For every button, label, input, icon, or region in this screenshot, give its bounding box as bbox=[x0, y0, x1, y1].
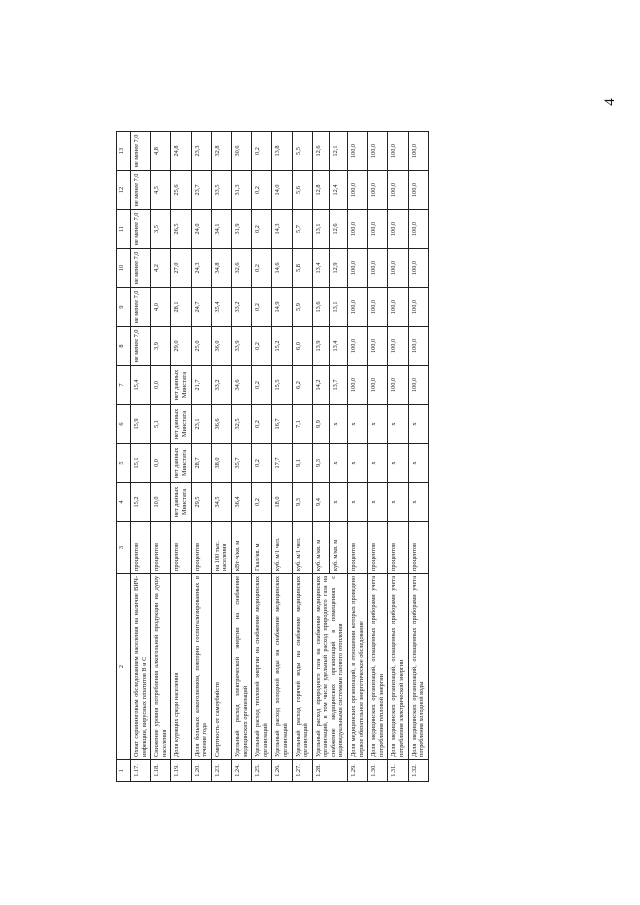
value-cell: 27,0 bbox=[171, 249, 191, 288]
value-cell: 24,8 bbox=[171, 132, 191, 171]
column-header: 5 bbox=[117, 444, 131, 483]
value-cell: 100,0 bbox=[368, 366, 388, 405]
table-row bbox=[272, 132, 292, 782]
value-cell: 26,5 bbox=[171, 210, 191, 249]
column-header: 3 bbox=[117, 522, 131, 574]
value-cell: 100,0 bbox=[408, 249, 428, 288]
value-cell: 100,0 bbox=[368, 249, 388, 288]
table-row bbox=[348, 132, 368, 782]
value-cell: 13,4 bbox=[312, 249, 330, 288]
value-cell: 100,0 bbox=[368, 132, 388, 171]
value-cell: нет данных Минстата bbox=[171, 483, 191, 522]
row-unit-cell: Гкал/кв. м bbox=[252, 522, 272, 574]
value-cell: 100,0 bbox=[408, 327, 428, 366]
row-number-cell: 1.19. bbox=[171, 760, 191, 782]
value-cell: 0,0 bbox=[151, 366, 171, 405]
value-cell: 12,6 bbox=[330, 210, 348, 249]
row-number-cell: 1.25. bbox=[252, 760, 272, 782]
row-description-cell: Удельный расход холодной воды на снабжение медицинских организаций bbox=[272, 574, 292, 760]
value-cell: 3,9 bbox=[151, 327, 171, 366]
value-cell: 100,0 bbox=[408, 171, 428, 210]
value-cell: 13,8 bbox=[272, 132, 292, 171]
value-cell: 29,0 bbox=[171, 327, 191, 366]
value-cell: 13,1 bbox=[330, 288, 348, 327]
row-description-cell: Доля медицинских организаций, оснащенных приборами учета потребления тепловой энергии bbox=[368, 574, 388, 760]
row-description-cell: Удельный расход природного газа на снабжение медицинских организаций, в том числе удельный расход природного газа на снабжение медицинских организаций в помещениях с индивидуальными системами газового отопления bbox=[312, 574, 347, 760]
table-row bbox=[231, 132, 251, 782]
value-cell: 0,2 bbox=[252, 483, 272, 522]
row-unit-cell: куб. м/кв. м bbox=[312, 522, 330, 574]
value-cell: x bbox=[388, 444, 408, 483]
value-cell: 100,0 bbox=[368, 288, 388, 327]
table-row bbox=[191, 132, 211, 782]
value-cell: не менее 7,0 bbox=[131, 327, 151, 366]
value-cell: 0,2 bbox=[252, 210, 272, 249]
row-number-cell: 1.28. bbox=[312, 760, 347, 782]
value-cell: 24,3 bbox=[191, 249, 211, 288]
value-cell: 28,1 bbox=[171, 288, 191, 327]
value-cell: 3,5 bbox=[151, 210, 171, 249]
value-cell: 100,0 bbox=[388, 249, 408, 288]
row-unit-cell: куб. м/кв. м bbox=[330, 522, 348, 574]
value-cell: не менее 7,0 bbox=[131, 210, 151, 249]
table-row bbox=[388, 132, 408, 782]
value-cell: 5,7 bbox=[292, 210, 312, 249]
value-cell: 5,6 bbox=[292, 171, 312, 210]
row-unit-cell: кВт·ч/кв. м bbox=[231, 522, 251, 574]
value-cell: x bbox=[368, 483, 388, 522]
value-cell: 35,7 bbox=[231, 444, 251, 483]
value-cell: 9,3 bbox=[292, 483, 312, 522]
value-cell: 32,8 bbox=[211, 132, 231, 171]
value-cell: 12,6 bbox=[312, 132, 330, 171]
value-cell: не менее 7,0 bbox=[131, 249, 151, 288]
value-cell: 14,6 bbox=[272, 249, 292, 288]
indicators-table bbox=[116, 131, 429, 782]
value-cell: 9,9 bbox=[312, 405, 330, 444]
value-cell: x bbox=[388, 483, 408, 522]
value-cell: 12,1 bbox=[330, 132, 348, 171]
value-cell: 0,2 bbox=[252, 444, 272, 483]
value-cell: 100,0 bbox=[408, 132, 428, 171]
table-row bbox=[368, 132, 388, 782]
value-cell: 25,0 bbox=[191, 327, 211, 366]
value-cell: нет данных Минстата bbox=[171, 405, 191, 444]
value-cell: 28,7 bbox=[191, 444, 211, 483]
row-unit-cell: куб. м/1 чел. bbox=[272, 522, 292, 574]
value-cell: 5,1 bbox=[151, 405, 171, 444]
value-cell: 36,6 bbox=[211, 405, 231, 444]
column-header: 1 bbox=[117, 760, 131, 782]
table-row bbox=[312, 132, 330, 782]
value-cell: 32,5 bbox=[231, 405, 251, 444]
value-cell: 33,2 bbox=[231, 288, 251, 327]
row-number-cell: 1.24. bbox=[231, 760, 251, 782]
row-unit-cell: на 100 тыс. населения bbox=[211, 522, 231, 574]
row-description-cell: Доля медицинских организаций, оснащенных приборами учета потребления электрической энергии bbox=[388, 574, 408, 760]
value-cell: 24,7 bbox=[191, 288, 211, 327]
value-cell: 0,2 bbox=[252, 171, 272, 210]
value-cell: 29,5 bbox=[191, 483, 211, 522]
row-description-cell: Удельный расход тепловой энергии на снабжение медицинских организаций bbox=[252, 574, 272, 760]
value-cell: x bbox=[388, 405, 408, 444]
value-cell: 13,6 bbox=[312, 288, 330, 327]
table-row bbox=[131, 132, 151, 782]
value-cell: 5,8 bbox=[292, 249, 312, 288]
value-cell: 9,4 bbox=[312, 483, 330, 522]
value-cell: 24,0 bbox=[191, 210, 211, 249]
row-unit-cell: процентов bbox=[171, 522, 191, 574]
value-cell: 100,0 bbox=[388, 327, 408, 366]
value-cell: 33,5 bbox=[211, 171, 231, 210]
value-cell: x bbox=[368, 444, 388, 483]
column-header: 2 bbox=[117, 574, 131, 760]
value-cell: 33,9 bbox=[231, 327, 251, 366]
value-cell: 15,1 bbox=[131, 444, 151, 483]
value-cell: 13,9 bbox=[312, 327, 330, 366]
value-cell: 0,2 bbox=[252, 288, 272, 327]
value-cell: 36,0 bbox=[211, 327, 231, 366]
value-cell: 0,2 bbox=[252, 249, 272, 288]
value-cell: 34,1 bbox=[211, 210, 231, 249]
value-cell: 14,0 bbox=[272, 171, 292, 210]
value-cell: 100,0 bbox=[348, 249, 368, 288]
value-cell: 30,6 bbox=[231, 132, 251, 171]
value-cell: x bbox=[330, 405, 348, 444]
value-cell: нет данных Минстата bbox=[171, 366, 191, 405]
row-description-cell: Доля медицинских организаций, в отношении которых проведено первое обязательное энергетическое обследование bbox=[348, 574, 368, 760]
table-header-row bbox=[117, 132, 131, 782]
column-header: 9 bbox=[117, 288, 131, 327]
value-cell: 100,0 bbox=[368, 171, 388, 210]
value-cell: 15,2 bbox=[272, 327, 292, 366]
value-cell: 0,2 bbox=[252, 366, 272, 405]
row-number-cell: 1.18. bbox=[151, 760, 171, 782]
value-cell: 15,2 bbox=[131, 483, 151, 522]
value-cell: не менее 7,0 bbox=[131, 288, 151, 327]
value-cell: 0,2 bbox=[252, 132, 272, 171]
value-cell: 4,5 bbox=[151, 171, 171, 210]
value-cell: 35,4 bbox=[211, 288, 231, 327]
table-row bbox=[408, 132, 428, 782]
rotated-table-wrapper bbox=[116, 132, 616, 782]
value-cell: 100,0 bbox=[388, 366, 408, 405]
row-unit-cell: процентов bbox=[368, 522, 388, 574]
row-description-cell: Смертность от самоубийств bbox=[211, 574, 231, 760]
page-number: 4 bbox=[602, 98, 618, 106]
value-cell: 5,9 bbox=[292, 288, 312, 327]
value-cell: 31,9 bbox=[231, 210, 251, 249]
column-header: 6 bbox=[117, 405, 131, 444]
row-number-cell: 1.17. bbox=[131, 760, 151, 782]
value-cell: 34,6 bbox=[231, 366, 251, 405]
value-cell: 100,0 bbox=[368, 210, 388, 249]
value-cell: 10,0 bbox=[151, 483, 171, 522]
value-cell: 9,3 bbox=[312, 444, 330, 483]
value-cell: x bbox=[348, 483, 368, 522]
value-cell: 0,2 bbox=[252, 327, 272, 366]
row-number-cell: 1.26. bbox=[272, 760, 292, 782]
value-cell: 100,0 bbox=[348, 288, 368, 327]
value-cell: 100,0 bbox=[388, 171, 408, 210]
table-row bbox=[292, 132, 312, 782]
value-cell: 6,2 bbox=[292, 366, 312, 405]
table-body bbox=[131, 132, 429, 782]
row-number-cell: 1.27. bbox=[292, 760, 312, 782]
column-header: 12 bbox=[117, 171, 131, 210]
value-cell: 13,7 bbox=[330, 366, 348, 405]
value-cell: 15,5 bbox=[272, 366, 292, 405]
value-cell: 100,0 bbox=[348, 210, 368, 249]
column-header: 11 bbox=[117, 210, 131, 249]
value-cell: 100,0 bbox=[348, 171, 368, 210]
value-cell: 6,0 bbox=[292, 327, 312, 366]
value-cell: 38,0 bbox=[211, 444, 231, 483]
value-cell: 13,4 bbox=[330, 327, 348, 366]
value-cell: 100,0 bbox=[368, 327, 388, 366]
value-cell: 14,2 bbox=[312, 366, 330, 405]
value-cell: 16,7 bbox=[272, 405, 292, 444]
row-number-cell: 1.31. bbox=[388, 760, 408, 782]
value-cell: 12,9 bbox=[330, 249, 348, 288]
row-description-cell: Доля медицинских организаций, оснащенных приборами учета потребления холодной воды bbox=[408, 574, 428, 760]
value-cell: 12,4 bbox=[330, 171, 348, 210]
row-number-cell: 1.30. bbox=[368, 760, 388, 782]
value-cell: x bbox=[408, 405, 428, 444]
value-cell: 25,6 bbox=[171, 171, 191, 210]
table-row bbox=[151, 132, 171, 782]
value-cell: x bbox=[348, 405, 368, 444]
row-unit-cell: процентов bbox=[131, 522, 151, 574]
value-cell: 100,0 bbox=[408, 288, 428, 327]
column-header: 13 bbox=[117, 132, 131, 171]
value-cell: не менее 7,0 bbox=[131, 171, 151, 210]
value-cell: x bbox=[368, 405, 388, 444]
value-cell: 18,0 bbox=[272, 483, 292, 522]
value-cell: 0,0 bbox=[151, 444, 171, 483]
row-description-cell: Доля курящих среди населения bbox=[171, 574, 191, 760]
column-header: 8 bbox=[117, 327, 131, 366]
row-unit-cell: процентов bbox=[151, 522, 171, 574]
row-description-cell: Охват скрининговым обследованием населения на наличие ВИЧ-инфекции, вирусных гепатитов В и С bbox=[131, 574, 151, 760]
row-description-cell: Удельный расход электрической энергии на снабжение медицинских организаций bbox=[231, 574, 251, 760]
value-cell: 23,1 bbox=[191, 405, 211, 444]
table-row bbox=[252, 132, 272, 782]
value-cell: 100,0 bbox=[348, 327, 368, 366]
value-cell: 100,0 bbox=[388, 288, 408, 327]
value-cell: не менее 7,0 bbox=[131, 132, 151, 171]
value-cell: 100,0 bbox=[348, 132, 368, 171]
row-number-cell: 1.32. bbox=[408, 760, 428, 782]
value-cell: x bbox=[408, 444, 428, 483]
value-cell: 4,2 bbox=[151, 249, 171, 288]
value-cell: 100,0 bbox=[388, 132, 408, 171]
row-unit-cell: процентов bbox=[348, 522, 368, 574]
row-unit-cell: процентов bbox=[388, 522, 408, 574]
value-cell: 21,7 bbox=[191, 366, 211, 405]
value-cell: x bbox=[330, 483, 348, 522]
value-cell: 23,3 bbox=[191, 132, 211, 171]
value-cell: 34,8 bbox=[211, 249, 231, 288]
value-cell: 0,2 bbox=[252, 405, 272, 444]
value-cell: x bbox=[348, 444, 368, 483]
value-cell: 100,0 bbox=[408, 210, 428, 249]
value-cell: 36,4 bbox=[231, 483, 251, 522]
row-unit-cell: процентов bbox=[408, 522, 428, 574]
value-cell: 100,0 bbox=[408, 366, 428, 405]
column-header: 4 bbox=[117, 483, 131, 522]
value-cell: 32,6 bbox=[231, 249, 251, 288]
value-cell: 31,3 bbox=[231, 171, 251, 210]
value-cell: 5,5 bbox=[292, 132, 312, 171]
value-cell: 9,1 bbox=[292, 444, 312, 483]
value-cell: 23,7 bbox=[191, 171, 211, 210]
value-cell: 15,4 bbox=[131, 366, 151, 405]
value-cell: x bbox=[408, 483, 428, 522]
value-cell: 34,5 bbox=[211, 483, 231, 522]
row-number-cell: 1.23. bbox=[211, 760, 231, 782]
value-cell: 12,8 bbox=[312, 171, 330, 210]
row-description-cell: Доля больных алкоголизмом, повторно госпитализированных в течение года bbox=[191, 574, 211, 760]
value-cell: 13,1 bbox=[312, 210, 330, 249]
row-description-cell: Удельный расход горячей воды на снабжение медицинских организаций bbox=[292, 574, 312, 760]
value-cell: 7,1 bbox=[292, 405, 312, 444]
row-number-cell: 1.20. bbox=[191, 760, 211, 782]
value-cell: 14,9 bbox=[272, 288, 292, 327]
value-cell: 100,0 bbox=[348, 366, 368, 405]
value-cell: 17,7 bbox=[272, 444, 292, 483]
row-unit-cell: процентов bbox=[191, 522, 211, 574]
value-cell: 15,9 bbox=[131, 405, 151, 444]
column-header: 10 bbox=[117, 249, 131, 288]
row-description-cell: Снижение уровня потребления алкогольной продукции на душу населения bbox=[151, 574, 171, 760]
value-cell: 4,0 bbox=[151, 288, 171, 327]
value-cell: 4,8 bbox=[151, 132, 171, 171]
value-cell: x bbox=[330, 444, 348, 483]
table-row bbox=[171, 132, 191, 782]
row-unit-cell: куб. м/1 чел. bbox=[292, 522, 312, 574]
value-cell: 100,0 bbox=[388, 210, 408, 249]
value-cell: 14,3 bbox=[272, 210, 292, 249]
row-number-cell: 1.29. bbox=[348, 760, 368, 782]
column-header: 7 bbox=[117, 366, 131, 405]
table-row bbox=[211, 132, 231, 782]
value-cell: 33,2 bbox=[211, 366, 231, 405]
value-cell: нет данных Минстата bbox=[171, 444, 191, 483]
